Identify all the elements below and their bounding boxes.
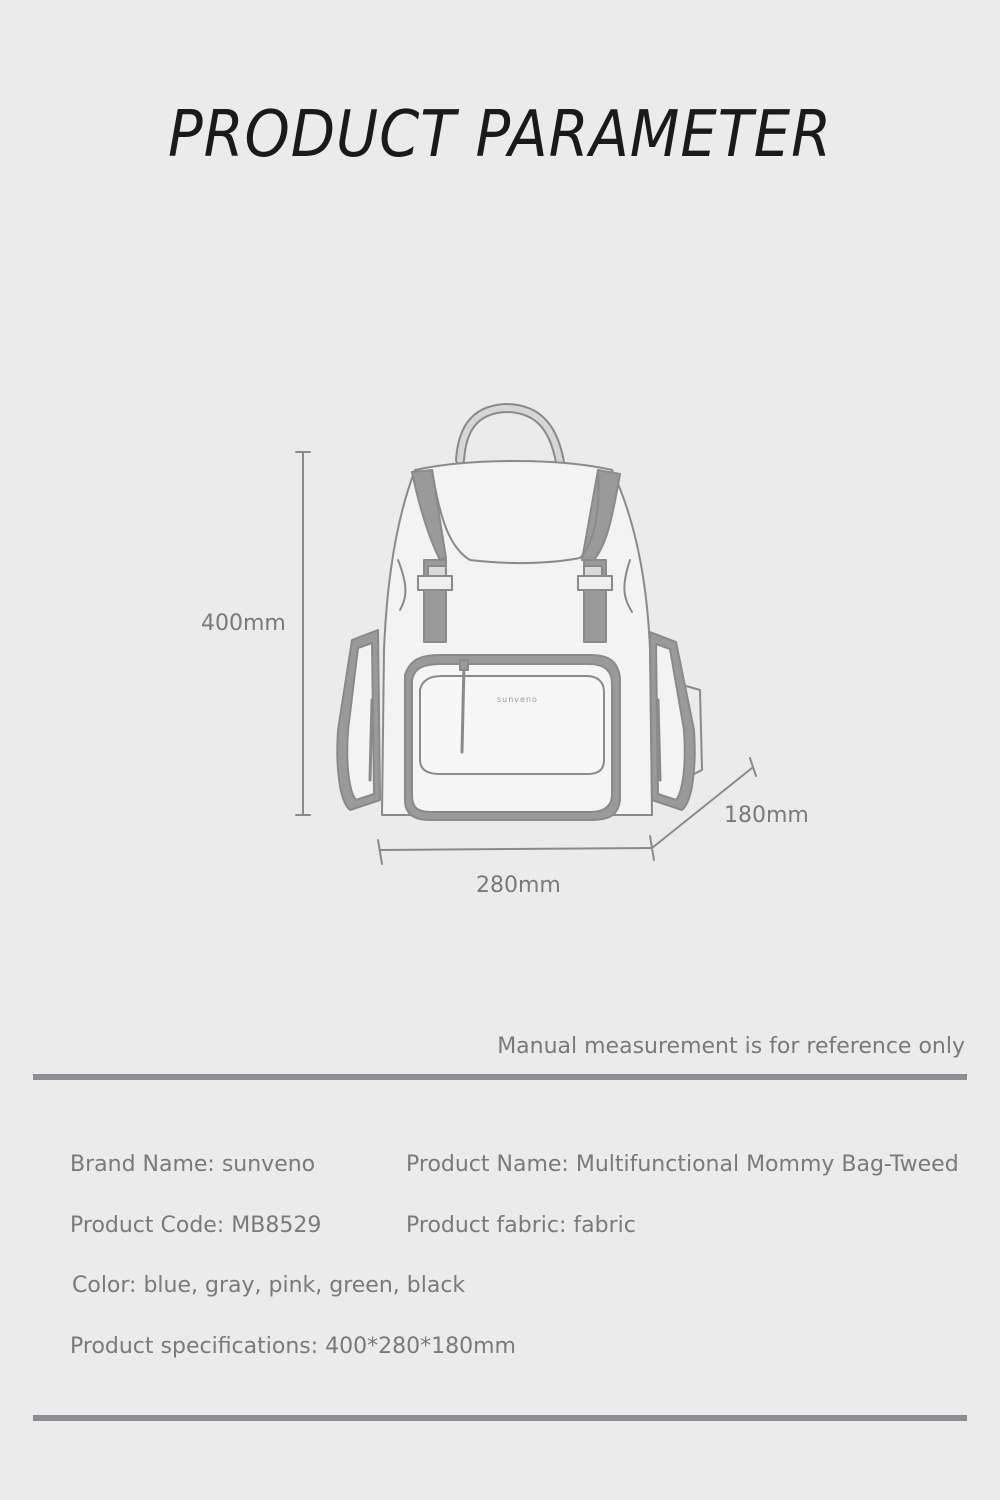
depth-dimension-label: 180mm [724, 803, 809, 828]
backpack-diagram [0, 380, 1000, 920]
spec-color: Color: blue, gray, pink, green, black [72, 1273, 466, 1298]
width-dimension-label: 280mm [476, 873, 561, 898]
divider-bottom [33, 1415, 967, 1421]
height-dimension-label: 400mm [201, 611, 286, 636]
measurement-note: Manual measurement is for reference only [497, 1034, 965, 1059]
logo-text: sunveno [497, 695, 538, 704]
spec-specifications: Product specifications: 400*280*180mm [70, 1334, 516, 1359]
divider-top [33, 1074, 967, 1080]
spec-product-name: Product Name: Multifunctional Mommy Bag-Tweed [406, 1152, 959, 1177]
spec-product-code: Product Code: MB8529 [70, 1213, 322, 1238]
spec-brand: Brand Name: sunveno [70, 1152, 316, 1177]
page-title: PRODUCT PARAMETER [167, 98, 833, 172]
backpack-illustration [0, 380, 1000, 920]
spec-fabric: Product fabric: fabric [406, 1213, 636, 1238]
